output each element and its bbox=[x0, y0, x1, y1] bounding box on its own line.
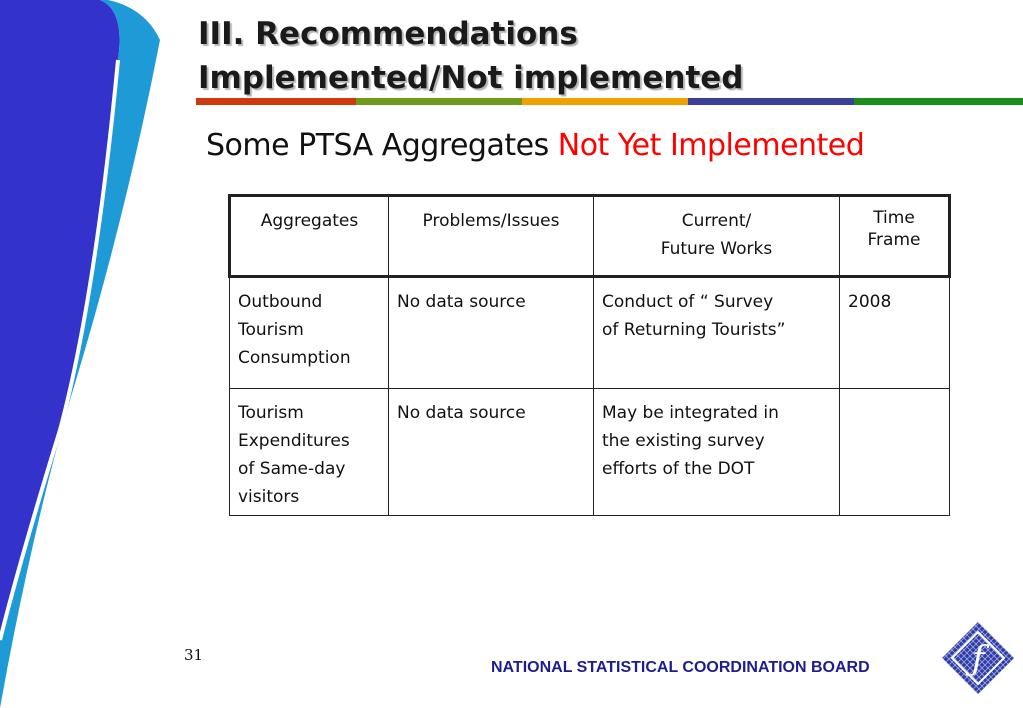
cell-problem bbox=[389, 277, 594, 389]
nscb-logo-icon bbox=[940, 620, 1016, 696]
cell-line: Tourism bbox=[238, 403, 304, 423]
cell-line: efforts of the DOT bbox=[602, 459, 755, 479]
cell-time-frame bbox=[840, 389, 950, 516]
header-row bbox=[230, 196, 950, 277]
cell-aggregate bbox=[230, 389, 389, 516]
header-problems-issues bbox=[389, 196, 594, 277]
header-line: Frame bbox=[867, 230, 921, 250]
header-aggregates bbox=[230, 196, 389, 277]
cell-line: Consumption bbox=[238, 348, 351, 368]
header-line: Aggregates bbox=[260, 211, 359, 231]
cell-line: Expenditures bbox=[238, 431, 350, 451]
cell-line: No data source bbox=[397, 292, 526, 312]
cell-line: 2008 bbox=[848, 292, 892, 312]
page-number: 31 bbox=[184, 646, 204, 664]
title-color-bar bbox=[196, 98, 1023, 105]
cell-line: of Same-day bbox=[238, 459, 346, 479]
subtitle-highlight: Not Yet Implemented bbox=[557, 128, 865, 163]
cell-line: May be integrated in bbox=[602, 403, 779, 423]
cell-line: the existing survey bbox=[602, 431, 765, 451]
title-line-1: III. Recommendations bbox=[198, 16, 578, 52]
color-bar-segment bbox=[854, 98, 1023, 105]
cell-line: of Returning Tourists” bbox=[602, 320, 786, 340]
aggregates-table bbox=[228, 194, 951, 516]
footer-organization: NATIONAL STATISTICAL COORDINATION BOARD bbox=[491, 659, 870, 676]
cell-problem bbox=[389, 389, 594, 516]
slide-subtitle bbox=[206, 128, 864, 163]
color-bar-segment bbox=[196, 98, 356, 105]
color-bar-segment bbox=[522, 98, 688, 105]
cell-time-frame bbox=[840, 277, 950, 389]
cell-line: Tourism bbox=[238, 320, 304, 340]
cell-line: Outbound bbox=[238, 292, 323, 312]
cell-aggregate bbox=[230, 277, 389, 389]
cell-line: Conduct of “ Survey bbox=[602, 292, 774, 312]
color-bar-segment bbox=[356, 98, 522, 105]
swoosh-dark-shape bbox=[0, 0, 120, 640]
table-row bbox=[230, 389, 950, 516]
slide-title bbox=[198, 12, 743, 100]
header-line: Current/ bbox=[681, 211, 752, 231]
subtitle-text: Some PTSA Aggregates bbox=[206, 128, 558, 163]
table-body bbox=[230, 277, 950, 516]
logo-mark: ƒ bbox=[971, 639, 985, 679]
table-header bbox=[230, 196, 950, 277]
cell-works bbox=[594, 277, 840, 389]
cell-line: visitors bbox=[238, 487, 300, 507]
header-line: Time bbox=[873, 208, 915, 228]
left-decoration-swoosh bbox=[0, 0, 200, 708]
cell-works bbox=[594, 389, 840, 516]
table-row bbox=[230, 277, 950, 389]
title-line-2: Implemented/Not implemented bbox=[198, 60, 744, 96]
header-line: Future Works bbox=[660, 239, 773, 259]
header-line: Problems/Issues bbox=[422, 211, 560, 231]
cell-line: No data source bbox=[397, 403, 526, 423]
color-bar-segment bbox=[688, 98, 854, 105]
header-current-future-works bbox=[594, 196, 840, 277]
header-time-frame bbox=[840, 196, 950, 277]
